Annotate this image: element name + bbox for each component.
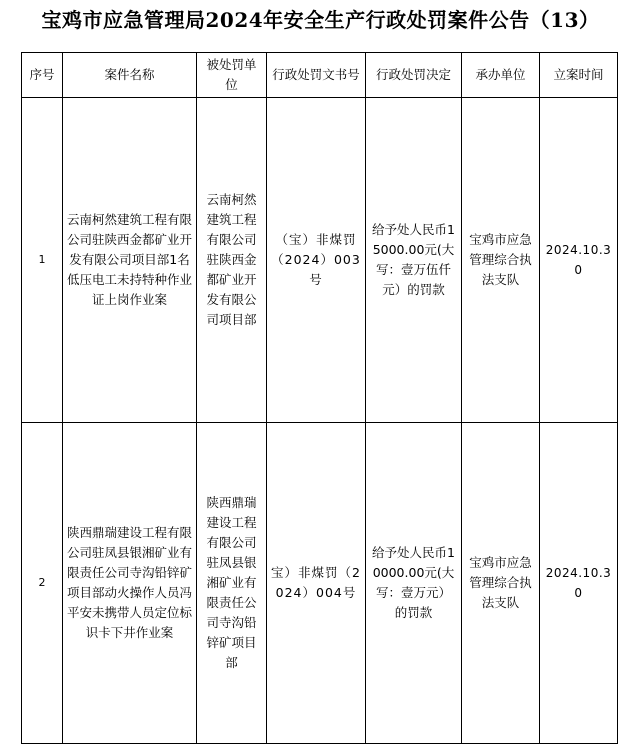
cell-agency: 宝鸡市应急管理综合执法支队 [462, 423, 540, 744]
table-row [22, 98, 618, 423]
cell-entity: 云南柯然建筑工程有限公司驻陕西金都矿业开发有限公司项目部 [197, 98, 267, 423]
cell-agency: 宝鸡市应急管理综合执法支队 [462, 98, 540, 423]
cell-seq: 1 [22, 98, 63, 423]
cell-seq: 2 [22, 423, 63, 744]
header-case-name: 案件名称 [63, 53, 197, 98]
cell-date: 2024.10.30 [540, 423, 618, 744]
header-doc-no: 行政处罚文书号 [267, 53, 366, 98]
table-header-row [22, 53, 618, 98]
cell-decision: 给予处人民币10000.00元(大写：壹万元）的罚款 [366, 423, 462, 744]
header-entity: 被处罚单位 [197, 53, 267, 98]
cell-case-name: 云南柯然建筑工程有限公司驻陕西金都矿业开发有限公司项目部1名低压电工未持特种作业证上岗作业案 [63, 98, 197, 423]
header-decision: 行政处罚决定 [366, 53, 462, 98]
header-seq: 序号 [22, 53, 63, 98]
cell-decision: 给予处人民币15000.00元(大写：壹万伍仟元）的罚款 [366, 98, 462, 423]
cell-doc-no: （宝）非煤罚（2024）003号 [267, 98, 366, 423]
header-agency: 承办单位 [462, 53, 540, 98]
penalty-table [21, 52, 618, 744]
page-title: 宝鸡市应急管理局2024年安全生产行政处罚案件公告（13） [41, 8, 600, 32]
cell-entity: 陕西鼎瑞建设工程有限公司驻凤县银湘矿业有限责任公司寺沟铅锌矿项目部 [197, 423, 267, 744]
cell-doc-no: 宝）非煤罚（2024）004号 [267, 423, 366, 744]
table-row [22, 423, 618, 744]
cell-case-name: 陕西鼎瑞建设工程有限公司驻凤县银湘矿业有限责任公司寺沟铅锌矿项目部动火操作人员冯平安未携带人员定位标识卡下井作业案 [63, 423, 197, 744]
cell-date: 2024.10.30 [540, 98, 618, 423]
header-date: 立案时间 [540, 53, 618, 98]
